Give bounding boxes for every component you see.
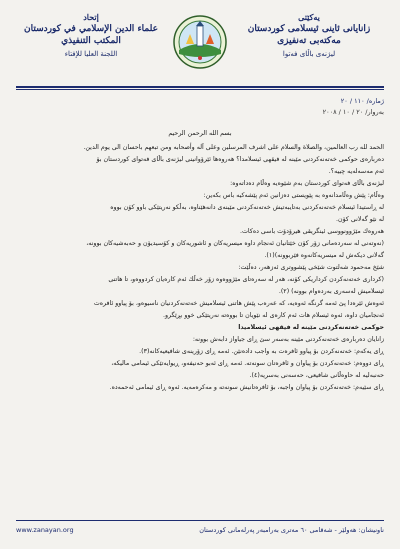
org-arabic-committee: اللجنة العليا للإفتاء: [64, 50, 118, 58]
org-kurdish-prefix: يەكێتی: [298, 12, 320, 22]
paragraph: هەروەك مێژوونووسی ئینگریقی ھیرۆدۆت باسی دەكات.: [239, 228, 384, 235]
paragraph: (نەوتەنی لە سەردەمانی زۆر كۆن خێتانیان ئەنجام داوە میسریەكان و ئاشوریەكان و كۆسیدیۆن و حەبەشیەكان بوونە،: [86, 240, 384, 247]
paragraph: گەلانی دیكەش لە میسریەكانەوە فێربوونە)(۱).: [264, 252, 384, 259]
document-date: بەروار/ ۲۰ / ۱۰ / ۲۰۰۸: [322, 108, 384, 116]
paragraph: لە نێو گەلانی كۆن.: [335, 216, 384, 223]
paragraph: ڕای سێیەم: خەتەنەكردن بۆ پیاوان واجبە، بۆ ئافرەتانیش سونەتە و مەكرەمەیە. ئەوە ڕای ئیمامی ئەحمەدە.: [109, 384, 384, 391]
org-kurdish-office: مەكتەبی تەنفیزی: [277, 36, 341, 46]
paragraph: لیژنەی باڵای فەتوای كوردستان بەم شێوەیە وەڵام دەداتەوە:: [230, 180, 384, 187]
paragraph: لە ڕاستیدا ئیسلام خەتەنەكردنی بەتایبەتیش خەتەنەكردنی مێینەی دانەهێناوە، بەڵكو نەریتێكی باوو كۆن بووە: [110, 204, 384, 211]
paragraph: (كرداری خەتەنەكردن كرداریكی كۆنە، هەر لە سەرەتای مێژووەوە زۆر خەڵك ئەم كارەیان كردووەو، تا هاتنی: [108, 276, 384, 283]
org-kurdish-committee: لیژنەی باڵای فەتوا: [282, 50, 336, 58]
paragraph: ڕای یەكەم: خەتەنەكردن بۆ پیاوو ئافرەت بە واجب دادەنێن. ئەمە ڕای زۆرینەی شافیعیەكانە(۳).: [139, 348, 384, 355]
header-rule-thin: [16, 89, 384, 90]
section-heading: حوكمی خەتەنەكردنی مێینە لە فیقهی ئیسلامیدا: [238, 324, 384, 331]
letterhead-kurdish: [234, 12, 384, 59]
paragraph: ڕای دووەم: خەتەنەكردن بۆ پیاوان و ئافرەتان سونەتە. ئەمە ڕای ئەبو حەنیفەو، ڕیوایەتێكی ئیمامی مالیكە،: [111, 360, 384, 367]
paragraph: زانایان دەربارەی خەتەنەكردنی مێینە بەسەر سێ ڕای جیاواز دابەش بوونە:: [192, 336, 384, 343]
document-meta: [16, 96, 384, 118]
paragraph: ئیسلامیش لەسەری بەردەوام بوونە) (۲).: [278, 288, 384, 295]
footer-address: ناونیشان: هەولێر - شەقامی ٦٠ مەتری بەرامبەر پەرلەمانی كوردستان: [199, 526, 384, 534]
basmala: بسم الله الرحمن الرحيم: [168, 130, 232, 137]
header-rule: [16, 86, 384, 88]
letter-body: [16, 128, 384, 394]
reference-number: ژماره/ ۱۱۰ / ۲۰: [340, 97, 384, 105]
organization-logo: [172, 14, 228, 70]
paragraph: ئەم مەسەلەیە چییە؟.: [328, 168, 384, 175]
paragraph: شێخ مەحمود شەلتوت شێخی پێشووتری ئەزهەر، دەڵێت:: [238, 264, 384, 271]
org-arabic-name: علماء الدين الإسلامي في كوردستان: [24, 24, 158, 34]
paragraph: دەربارەی حوكمی خەتەنەكردنی مێینە لە فیقهی ئیسلامدا؟ هەروەها ئێرۆوانینی لیژنەی باڵای فەتوای كوردستان بۆ: [96, 156, 384, 163]
paragraph: ئەنجامیان داوە، ئەوە ئیسلام هات ئەم كارەی لە نێویان تا بووەتە نەریتێكی خوو بڕێگرو.: [162, 312, 384, 319]
website-link[interactable]: www.zanayan.org: [16, 526, 74, 534]
org-kurdish-name: زانایانی ئاینی ئیسلامی كوردستان: [247, 24, 371, 34]
letterhead: [16, 12, 384, 84]
paragraph: حەنبەلیە لە حاوەڵانی شافیعی، حەسەنی بەسریە(٤).: [249, 372, 384, 379]
letter-footer: [16, 520, 384, 539]
paragraph: الحمد لله رب العالمين، والصلاة والسلام على اشرف المرسلين وعلى آله وأصحابه ومن تبعهم باحسان الى يوم الدين.: [83, 144, 384, 151]
org-arabic-office: المكتب التنفيذي: [61, 36, 121, 46]
paragraph: ئەوەش ئێرەدا پێ ئەمە گرنگە ئەوەیە، كە عەرەب پێش هاتنی ئیسلامیش خەتەنەكردنیان ناسیوەو، بۆ پیاوو ئافرەت: [93, 300, 384, 307]
org-arabic-prefix: إتحاد: [83, 12, 99, 22]
paragraph: وەڵام: پێش وەڵامدانەوە بە پێویستی دەزانین ئەم پێشەكیە باس بكەین:: [203, 192, 384, 199]
letterhead-arabic: [16, 12, 166, 59]
